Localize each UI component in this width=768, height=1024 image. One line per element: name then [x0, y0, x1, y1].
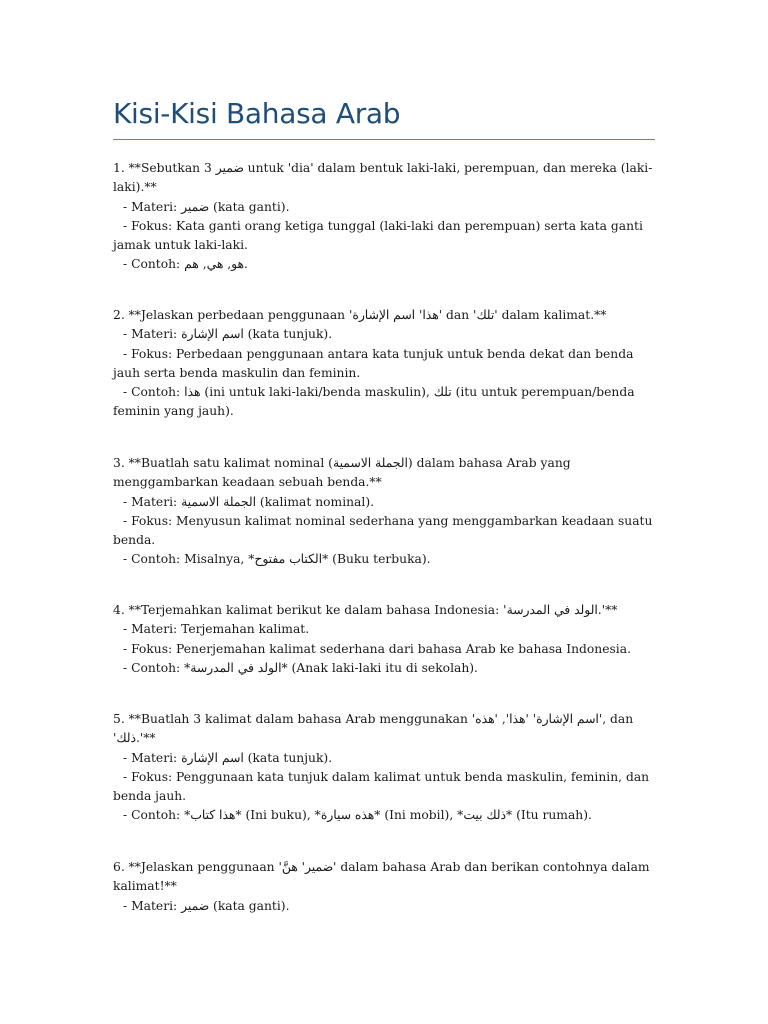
- question-5: [113, 710, 658, 826]
- question-1-contoh: - Contoh: هو, هي, هم.: [123, 257, 248, 272]
- question-4: [113, 601, 658, 678]
- question-2-materi: - Materi: اسم الإشارة (kata tunjuk).: [123, 327, 333, 342]
- question-6-materi: - Materi: ضمير (kata ganti).: [123, 898, 290, 913]
- question-1-fokus: - Fokus: Kata ganti orang ketiga tunggal (laki-laki dan perempuan) serta kata ganti jamak untuk laki-laki.: [113, 218, 643, 253]
- question-1-materi: - Materi: ضمير (kata ganti).: [123, 199, 290, 214]
- question-4-materi: - Materi: Terjemahan kalimat.: [123, 622, 310, 637]
- question-3: [113, 454, 658, 570]
- question-3-text: 3. **Buatlah satu kalimat nominal (الجملة الاسمية) dalam bahasa Arab yang menggambarkan keadaan sebuah benda.**: [113, 456, 571, 490]
- question-5-fokus: - Fokus: Penggunaan kata tunjuk dalam kalimat untuk benda maskulin, feminin, dan benda jauh.: [113, 769, 650, 804]
- question-6: [113, 858, 658, 916]
- question-4-contoh: - Contoh: *الولد في المدرسة* (Anak laki-laki itu di sekolah).: [123, 660, 478, 675]
- question-2-fokus: - Fokus: Perbedaan penggunaan antara kata tunjuk untuk benda dekat dan benda jauh serta benda maskulin dan feminin.: [113, 346, 634, 380]
- question-4-text: 4. **Terjemahkan kalimat berikut ke dalam bahasa Indonesia: 'الولد في المدرسة.'**: [113, 603, 618, 617]
- question-5-materi: - Materi: اسم الإشارة (kata tunjuk).: [123, 750, 333, 765]
- title-underline: [113, 139, 655, 140]
- question-3-contoh: - Contoh: Misalnya, *الكتاب مفتوح* (Buku terbuka).: [123, 552, 431, 567]
- question-3-materi: - Materi: الجملة الاسمية (kalimat nominal).: [123, 494, 375, 509]
- question-1: [113, 159, 658, 275]
- question-2: [113, 306, 658, 422]
- question-2-contoh: - Contoh: هذا (ini untuk laki-laki/benda maskulin), تلك (itu untuk perempuan/benda feminin yang jauh).: [113, 385, 635, 419]
- question-6-text: 6. **Jelaskan penggunaan 'ضمير' هنَّ' dalam bahasa Arab dan berikan contohnya dalam kalimat!**: [113, 860, 650, 894]
- question-5-text: 5. **Buatlah 3 kalimat dalam bahasa Arab menggunakan 'اسم الإشارة' 'هذا', 'هذه', dan 'ذلك.'**: [113, 712, 634, 746]
- document-title: Kisi-Kisi Bahasa Arab: [113, 97, 401, 130]
- question-4-fokus: - Fokus: Penerjemahan kalimat sederhana dari bahasa Arab ke bahasa Indonesia.: [123, 641, 631, 656]
- question-3-fokus: - Fokus: Menyusun kalimat nominal sederhana yang menggambarkan keadaan suatu benda.: [113, 513, 653, 548]
- question-1-text: 1. **Sebutkan 3 ضمير untuk 'dia' dalam bentuk laki-laki, perempuan, dan mereka (laki-laki).**: [113, 161, 653, 195]
- question-5-contoh: - Contoh: *هذا كتاب* (Ini buku), *هذه سيارة* (Ini mobil), *ذلك بيت* (Itu rumah).: [123, 808, 592, 823]
- question-2-text: 2. **Jelaskan perbedaan penggunaan 'هذا' اسم الإشارة' dan 'تلك' dalam kalimat.**: [113, 308, 607, 322]
